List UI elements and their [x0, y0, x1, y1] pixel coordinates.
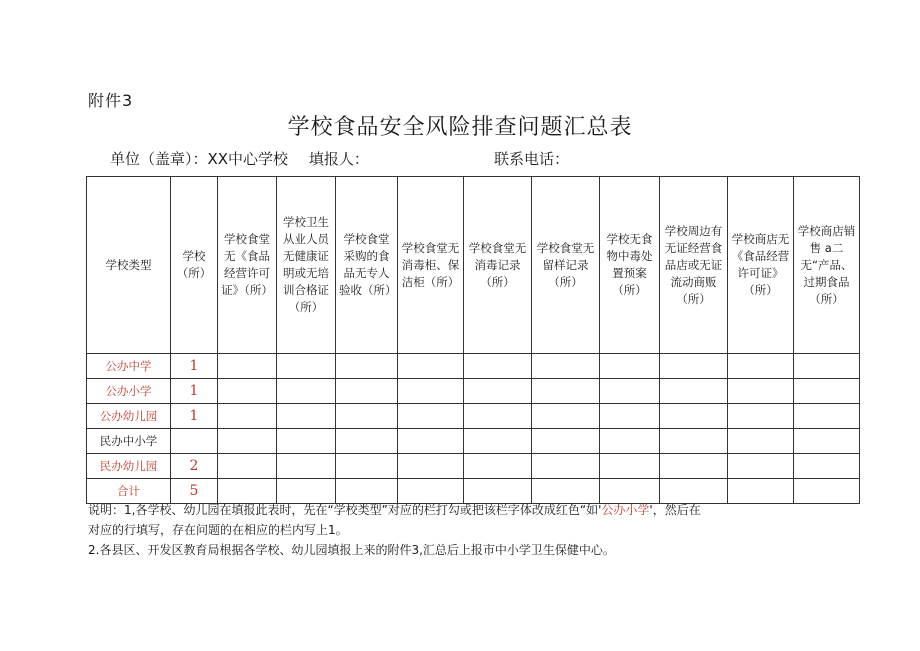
- empty-cell[interactable]: [600, 354, 660, 379]
- header-text: 学校卫生从业人员无健康证明或无培训合格证（所）: [283, 215, 329, 314]
- school-type-cell[interactable]: 公办中学: [87, 354, 171, 379]
- header-cell: [87, 177, 171, 354]
- attachment-label: 附件3: [88, 91, 134, 110]
- notes: [88, 500, 868, 560]
- header-cell: [794, 177, 860, 354]
- header-text: 学校类型: [105, 257, 152, 272]
- empty-cell[interactable]: [464, 379, 532, 404]
- note-red-example: 公办小学: [601, 503, 650, 517]
- note-text: '，然后在: [649, 503, 701, 517]
- school-count-cell[interactable]: 1: [171, 354, 218, 379]
- school-type-cell[interactable]: 民办幼儿园: [87, 454, 171, 479]
- empty-cell[interactable]: [532, 454, 600, 479]
- school-count-cell[interactable]: [171, 429, 218, 454]
- table-row: [87, 454, 860, 479]
- empty-cell[interactable]: [532, 429, 600, 454]
- school-count-cell[interactable]: 1: [171, 404, 218, 429]
- empty-cell[interactable]: [794, 429, 860, 454]
- empty-cell[interactable]: [728, 404, 794, 429]
- empty-cell[interactable]: [532, 354, 600, 379]
- empty-cell[interactable]: [464, 354, 532, 379]
- table-row: [87, 404, 860, 429]
- header-cell: [532, 177, 600, 354]
- empty-cell[interactable]: [398, 429, 464, 454]
- school-type-cell[interactable]: 公办幼儿园: [87, 404, 171, 429]
- empty-cell[interactable]: [398, 379, 464, 404]
- header-text: 学校食堂无留样记录（所）: [536, 240, 595, 289]
- empty-cell[interactable]: [600, 454, 660, 479]
- header-cell: [464, 177, 532, 354]
- empty-cell[interactable]: [728, 429, 794, 454]
- school-count-cell[interactable]: 1: [171, 379, 218, 404]
- school-type-cell[interactable]: 合计: [87, 479, 171, 504]
- school-type-cell[interactable]: 公办小学: [87, 379, 171, 404]
- table-row: [87, 354, 860, 379]
- empty-cell[interactable]: [464, 429, 532, 454]
- school-type-cell[interactable]: 民办中小学: [87, 429, 171, 454]
- header-text: 学校食堂无消毒柜、保洁柜（所）: [401, 240, 460, 289]
- table-row: [87, 429, 860, 454]
- header-cell: [728, 177, 794, 354]
- header-text: 学校（所）: [176, 249, 212, 280]
- empty-cell[interactable]: [794, 354, 860, 379]
- empty-cell[interactable]: [277, 429, 336, 454]
- empty-cell[interactable]: [218, 404, 277, 429]
- header-cell: [171, 177, 218, 354]
- empty-cell[interactable]: [660, 354, 728, 379]
- header-row: [87, 177, 860, 354]
- empty-cell[interactable]: [336, 404, 398, 429]
- school-count-cell[interactable]: 2: [171, 454, 218, 479]
- table-row: [87, 379, 860, 404]
- empty-cell[interactable]: [398, 404, 464, 429]
- empty-cell[interactable]: [218, 454, 277, 479]
- header-text: 学校食堂无消毒记录（所）: [468, 240, 527, 289]
- empty-cell[interactable]: [218, 379, 277, 404]
- empty-cell[interactable]: [728, 354, 794, 379]
- empty-cell[interactable]: [532, 404, 600, 429]
- empty-cell[interactable]: [728, 379, 794, 404]
- empty-cell[interactable]: [336, 354, 398, 379]
- empty-cell[interactable]: [794, 379, 860, 404]
- empty-cell[interactable]: [277, 354, 336, 379]
- empty-cell[interactable]: [660, 404, 728, 429]
- empty-cell[interactable]: [660, 379, 728, 404]
- school-count-cell[interactable]: 5: [171, 479, 218, 504]
- header-cell: [398, 177, 464, 354]
- empty-cell[interactable]: [600, 379, 660, 404]
- header-text: 学校商店销售 a二 无“产品、过期食品（所）: [797, 223, 856, 306]
- empty-cell[interactable]: [660, 454, 728, 479]
- empty-cell[interactable]: [600, 429, 660, 454]
- summary-table: [86, 176, 860, 504]
- empty-cell[interactable]: [728, 454, 794, 479]
- header-text: 学校食堂采购的食品无专人验收（所）: [339, 232, 397, 297]
- empty-cell[interactable]: [336, 454, 398, 479]
- header-text: 学校无食物中毒处置预案（所）: [606, 232, 653, 297]
- phone-label: 联系电话：: [494, 150, 570, 168]
- unit-label: 单位（盖章）：XX中心学校: [110, 150, 289, 168]
- empty-cell[interactable]: [532, 379, 600, 404]
- note-line-1b: 对应的行填写，存在问题的在相应的栏内写上1。: [88, 523, 348, 537]
- header-cell: [277, 177, 336, 354]
- header-cell: [218, 177, 277, 354]
- empty-cell[interactable]: [398, 454, 464, 479]
- filler-label: 填报人：: [308, 150, 369, 168]
- empty-cell[interactable]: [464, 404, 532, 429]
- header-cell: [336, 177, 398, 354]
- empty-cell[interactable]: [218, 354, 277, 379]
- empty-cell[interactable]: [398, 354, 464, 379]
- note-line-1: [88, 500, 868, 520]
- empty-cell[interactable]: [660, 429, 728, 454]
- empty-cell[interactable]: [600, 404, 660, 429]
- empty-cell[interactable]: [464, 454, 532, 479]
- note-line-2: 2.各县区、开发区教育局根据各学校、幼儿园填报上来的附件3,汇总后上报市中小学卫生保健中心。: [88, 543, 615, 557]
- empty-cell[interactable]: [336, 429, 398, 454]
- empty-cell[interactable]: [277, 454, 336, 479]
- empty-cell[interactable]: [336, 379, 398, 404]
- header-cell: [660, 177, 728, 354]
- info-line: [110, 148, 570, 169]
- page-title: 学校食品安全风险排查问题汇总表: [287, 115, 633, 140]
- header-text: 学校周边有无证经营食品店或无证流动商贩（所）: [664, 223, 723, 306]
- empty-cell[interactable]: [794, 404, 860, 429]
- header-cell: [600, 177, 660, 354]
- header-text: 学校食堂无《食品经营许可证》（所）: [221, 232, 273, 297]
- empty-cell[interactable]: [218, 429, 277, 454]
- empty-cell[interactable]: [794, 454, 860, 479]
- empty-cell[interactable]: [277, 379, 336, 404]
- note-text: 说明：1,各学校、幼儿园在填报此表时，先在“学校类型”对应的栏打勾或把该栏字体改成红色“如': [88, 503, 602, 517]
- empty-cell[interactable]: [277, 404, 336, 429]
- header-text: 学校商店无《食品经营许可证》（所）: [731, 232, 790, 297]
